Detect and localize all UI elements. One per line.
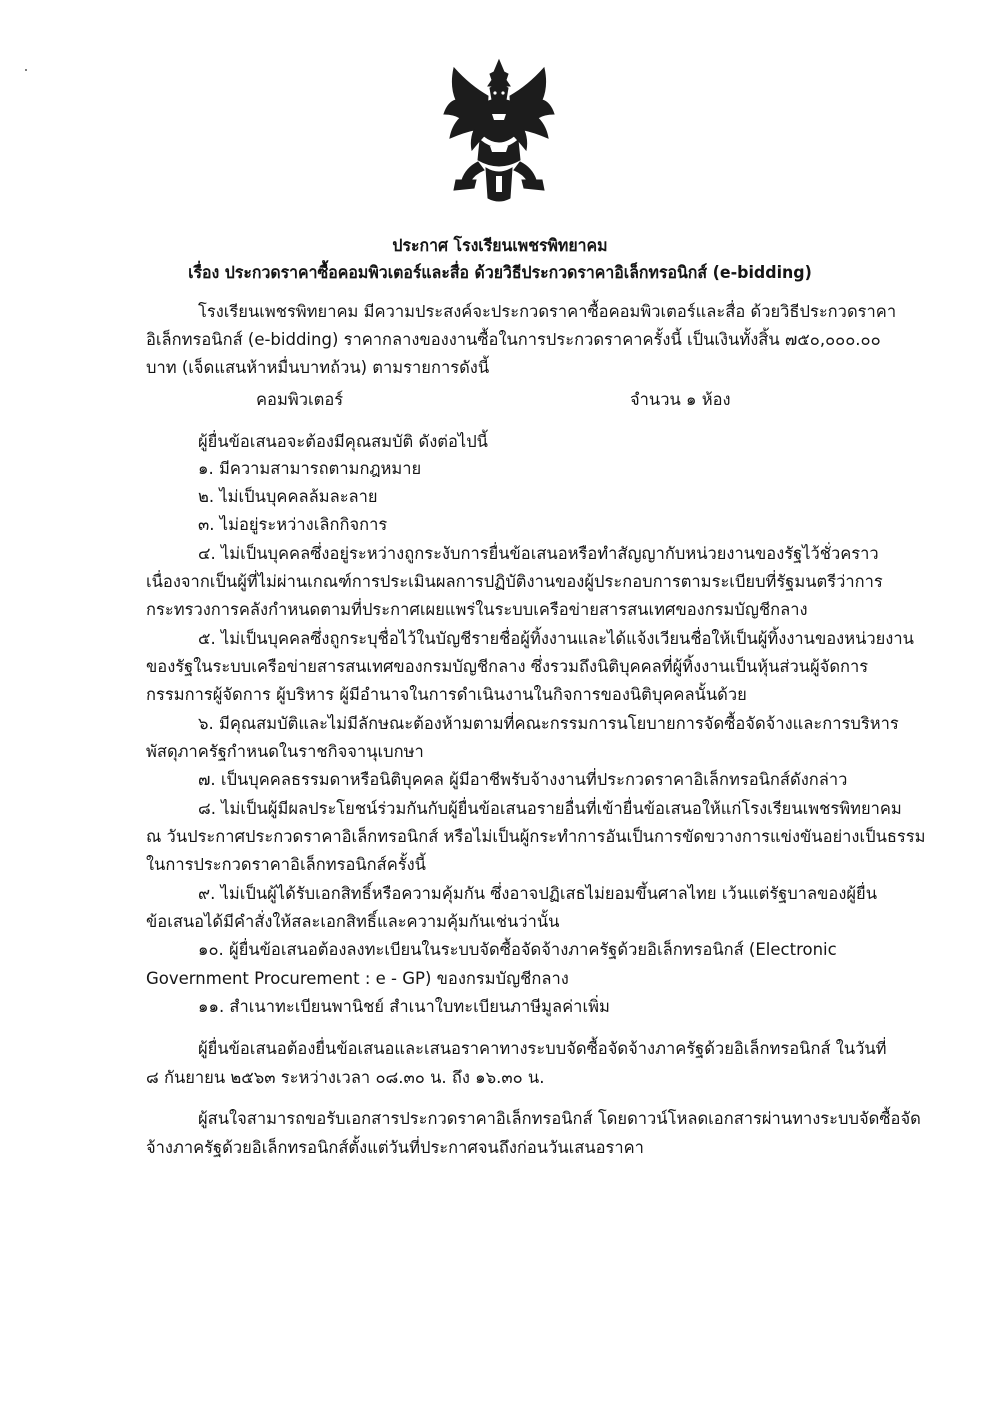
- qualification-line: ๔. ไม่เป็นบุคคลซึ่งอยู่ระหว่างถูกระงับการยื่นข้อเสนอหรือทำสัญญากับหน่วยงานของรัฐไว้ชั่วคราว: [198, 544, 879, 563]
- qualification-line: Government Procurement : e - GP) ของกรมบัญชีกลาง: [146, 969, 569, 988]
- intro-line: บาท (เจ็ดแสนห้าหมื่นบาทถ้วน) ตามรายการดังนี้: [146, 358, 490, 377]
- qualification-line: ๕. ไม่เป็นบุคคลซึ่งถูกระบุชื่อไว้ในบัญชีรายชื่อผู้ทิ้งงานและได้แจ้งเวียนชื่อให้เป็นผู้ทิ้งงานของหน่วยงาน: [198, 629, 914, 648]
- qualification-line: กรรมการผู้จัดการ ผู้บริหาร ผู้มีอำนาจในการดำเนินงานในกิจการของนิติบุคคลนั้นด้วย: [146, 685, 747, 704]
- qualification-line: ข้อเสนอได้มีคำสั่งให้สละเอกสิทธิ์และความคุ้มกันเช่นว่านั้น: [146, 912, 560, 931]
- qualifications-heading: ผู้ยื่นข้อเสนอจะต้องมีคุณสมบัติ ดังต่อไปนี้: [198, 432, 488, 451]
- submission-line: ๘ กันยายน ๒๕๖๓ ระหว่างเวลา ๐๘.๓๐ น. ถึง ๑๖.๓๐ น.: [146, 1068, 545, 1087]
- qualification-line: ๑๑. สำเนาทะเบียนพานิชย์ สำเนาใบทะเบียนภาษีมูลค่าเพิ่ม: [198, 997, 610, 1016]
- qualification-line: ๑๐. ผู้ยื่นข้อเสนอต้องลงทะเบียนในระบบจัดซื้อจัดจ้างภาครัฐด้วยอิเล็กทรอนิกส์ (Electronic: [198, 940, 837, 959]
- item-name: คอมพิวเตอร์: [256, 390, 344, 409]
- qualification-line: ๖. มีคุณสมบัติและไม่มีลักษณะต้องห้ามตามที่คณะกรรมการนโยบายการจัดซื้อจัดจ้างและการบริหาร: [198, 714, 899, 733]
- qualification-line: ๗. เป็นบุคคลธรรมดาหรือนิติบุคคล ผู้มีอาชีพรับจ้างงานที่ประกวดราคาอิเล็กทรอนิกส์ดังกล่าว: [198, 770, 848, 789]
- qualification-line: ในการประกวดราคาอิเล็กทรอนิกส์ครั้งนี้: [146, 855, 426, 874]
- qualification-line: ๙. ไม่เป็นผู้ได้รับเอกสิทธิ์หรือความคุ้มกัน ซึ่งอาจปฏิเสธไม่ยอมขึ้นศาลไทย เว้นแต่รัฐบาลของผู้ยื่น: [198, 884, 878, 903]
- intro-line: โรงเรียนเพชรพิทยาคม มีความประสงค์จะประกวดราคาซื้อคอมพิวเตอร์และสื่อ ด้วยวิธีประกวดราคา: [198, 302, 897, 321]
- qualification-line: กระทรวงการคลังกำหนดตามที่ประกาศเผยแพร่ในระบบเครือข่ายสารสนเทศของกรมบัญชีกลาง: [146, 600, 808, 619]
- submission-line: ผู้ยื่นข้อเสนอต้องยื่นข้อเสนอและเสนอราคาทางระบบจัดซื้อจัดจ้างภาครัฐด้วยอิเล็กทรอนิกส์ ในวันที่: [198, 1039, 887, 1058]
- qualification-line: พัสดุภาครัฐกำหนดในราชกิจจานุเบกษา: [146, 742, 424, 761]
- qualification-line: ๑. มีความสามารถตามกฎหมาย: [198, 459, 422, 478]
- documents-line: ผู้สนใจสามารถขอรับเอกสารประกวดราคาอิเล็กทรอนิกส์ โดยดาวน์โหลดเอกสารผ่านทางระบบจัดซื้อจัด: [198, 1109, 921, 1128]
- item-quantity: จำนวน ๑ ห้อง: [630, 390, 731, 409]
- intro-line: อิเล็กทรอนิกส์ (e-bidding) ราคากลางของงานซื้อในการประกวดราคาครั้งนี้ เป็นเงินทั้งสิ้น ๗๕๐,๐๐๐.๐๐: [146, 330, 881, 349]
- documents-line: จ้างภาครัฐด้วยอิเล็กทรอนิกส์ตั้งแต่วันที่ประกาศจนถึงก่อนวันเสนอราคา: [146, 1138, 644, 1157]
- qualification-line: ๘. ไม่เป็นผู้มีผลประโยชน์ร่วมกันกับผู้ยื่นข้อเสนอรายอื่นที่เข้ายื่นข้อเสนอให้แก่โรงเรียนเพชรพิทยาคม: [198, 799, 902, 818]
- qualification-line: ณ วันประกาศประกวดราคาอิเล็กทรอนิกส์ หรือไม่เป็นผู้กระทำการอันเป็นการขัดขวางการแข่งขันอย่างเป็นธรรม: [146, 827, 926, 846]
- qualification-line: ๒. ไม่เป็นบุคคลล้มละลาย: [198, 487, 378, 506]
- qualification-line: เนื่องจากเป็นผู้ที่ไม่ผ่านเกณฑ์การประเมินผลการปฏิบัติงานของผู้ประกอบการตามระเบียบที่รัฐมนตรีว่าการ: [146, 572, 883, 591]
- announcement-subject: เรื่อง ประกวดราคาซื้อคอมพิวเตอร์และสื่อ ด้วยวิธีประกวดราคาอิเล็กทรอนิกส์ (e-bidding): [188, 263, 812, 282]
- qualification-line: ของรัฐในระบบเครือข่ายสารสนเทศของกรมบัญชีกลาง ซึ่งรวมถึงนิติบุคคลที่ผู้ทิ้งงานเป็นหุ้นส่วนผู้จัดการ: [146, 657, 869, 676]
- qualification-line: ๓. ไม่อยู่ระหว่างเลิกกิจการ: [198, 515, 388, 534]
- scan-specks: [20, 30, 50, 90]
- garuda-emblem-icon: [440, 56, 558, 204]
- announcement-title: ประกาศ โรงเรียนเพชรพิทยาคม: [392, 236, 608, 255]
